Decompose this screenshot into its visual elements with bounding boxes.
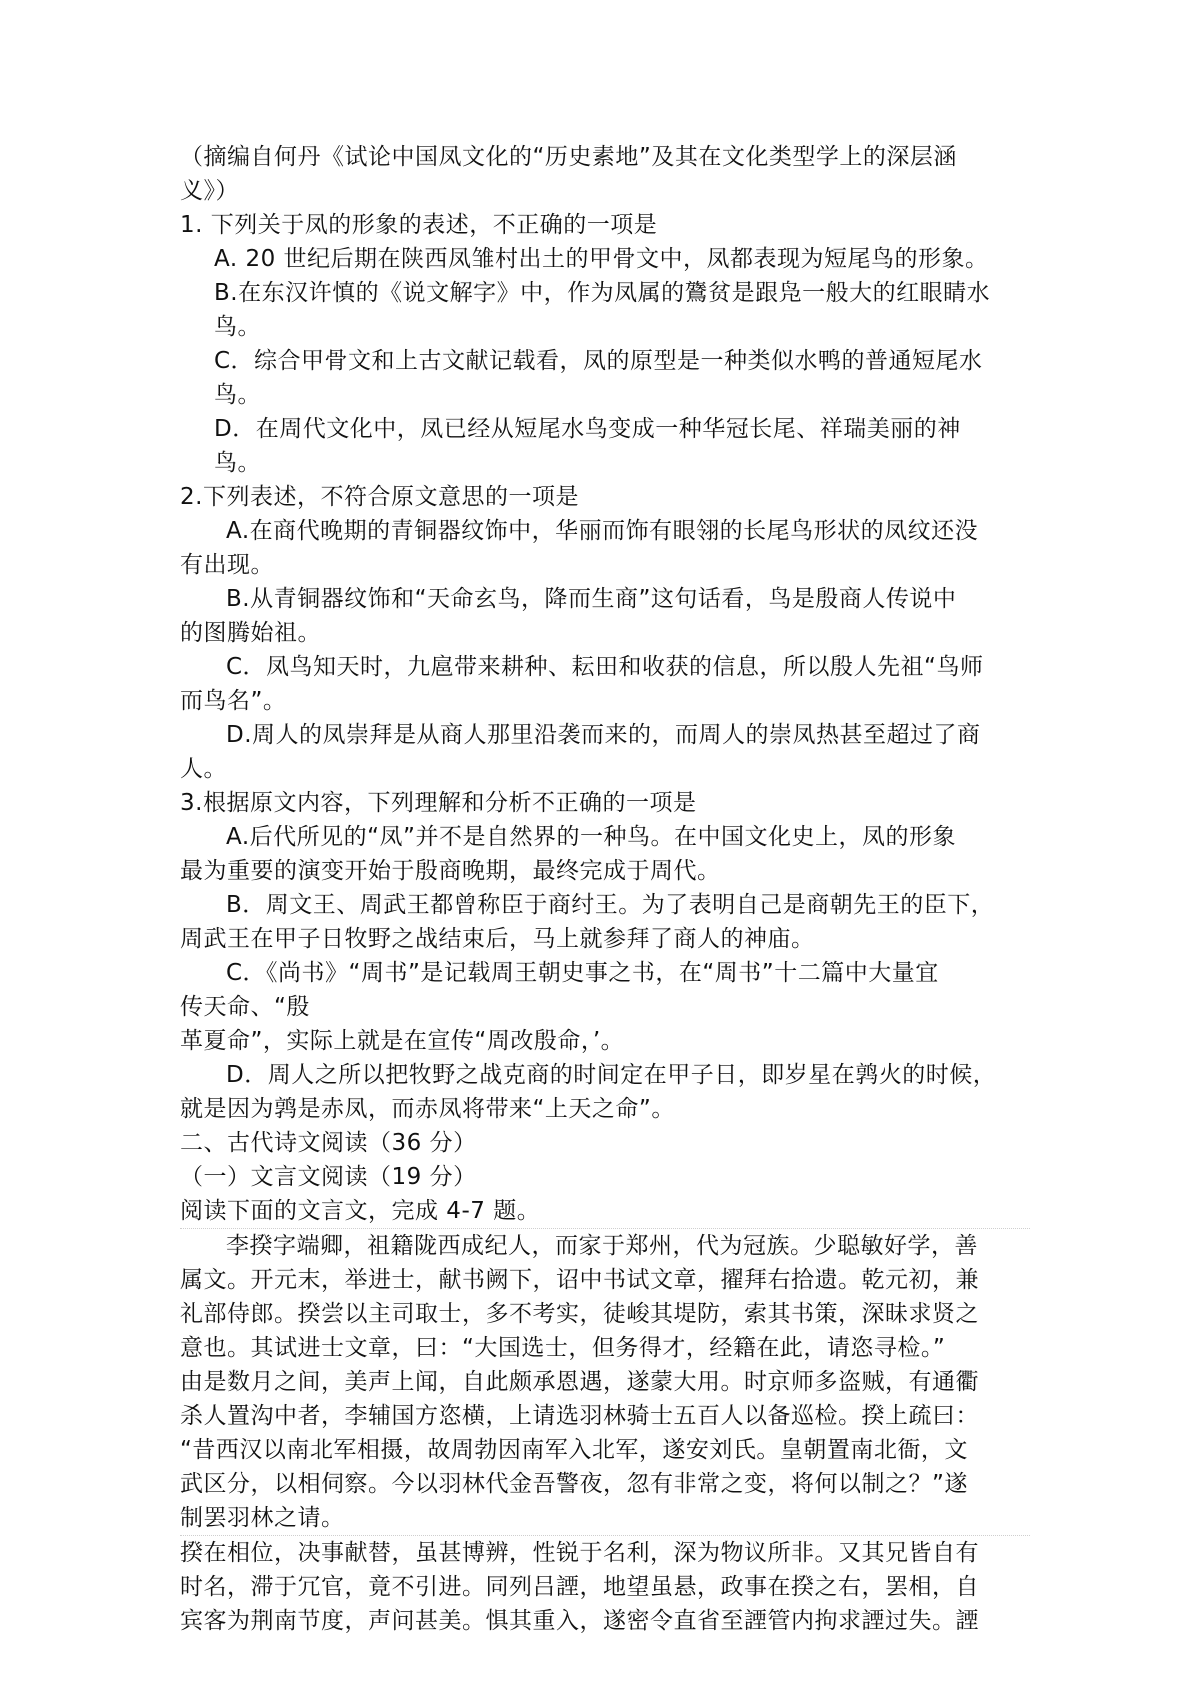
passage-line: “昔西汉以南北军相摄，故周勃因南军入北军，遂安刘氏。皇朝置南北衙，文 bbox=[180, 1437, 968, 1463]
question-1-option-d-line-2: 鸟。 bbox=[214, 450, 261, 476]
passage-line: 属文。开元末，举进士，献书阙下，诏中书试文章，擢拜右拾遗。乾元初，兼 bbox=[180, 1267, 979, 1293]
question-3-option-b-line-1: B．周文王、周武王都曾称臣于商纣王。为了表明自己是商朝先王的臣下， bbox=[226, 892, 995, 918]
question-3-option-d-line-2: 就是因为鹑是赤凤，而赤凤将带来“上天之命”。 bbox=[180, 1096, 675, 1122]
question-1-option-d-line-1: D．在周代文化中，凤已经从短尾水鸟变成一种华冠长尾、祥瑞美丽的神 bbox=[214, 416, 961, 442]
section-heading: 二、古代诗文阅读（36 分） bbox=[180, 1130, 477, 1156]
question-3-option-b-line-2: 周武王在甲子日牧野之战结束后，马上就参拜了商人的神庙。 bbox=[180, 926, 815, 952]
passage-line: 礼部侍郎。揆尝以主司取士，多不考实，徒峻其堤防，索其书策，深昧求贤之 bbox=[180, 1301, 979, 1327]
question-3-option-c-line-2: 传天命、“殷 bbox=[180, 994, 310, 1020]
passage-line: 武区分，以相伺察。今以羽林代金吾警夜，忽有非常之变，将何以制之？”遂 bbox=[180, 1471, 968, 1497]
passage-line: 时名，滞于冗官，竟不引进。同列吕諲，地望虽悬，政事在揆之右，罢相，自 bbox=[180, 1574, 979, 1600]
question-3-stem: 3.根据原文内容，下列理解和分析不正确的一项是 bbox=[180, 790, 697, 816]
question-2-option-c-line-1: C．凤鸟知天时，九扈带来耕种、耘田和收获的信息，所以殷人先祖“鸟师 bbox=[226, 654, 984, 680]
question-2-option-b-line-2: 的图腾始祖。 bbox=[180, 620, 321, 646]
question-2-stem: 2.下列表述，不符合原文意思的一项是 bbox=[180, 484, 579, 510]
reading-instruction: 阅读下面的文言文，完成 4-7 题。 bbox=[180, 1198, 541, 1224]
question-1-stem: 1. 下列关于凤的形象的表述，不正确的一项是 bbox=[180, 212, 658, 238]
question-2-option-d-line-2: 人。 bbox=[180, 756, 227, 782]
question-3-option-c-line-3: 革夏命”，实际上就是在宣传“周改殷命，’。 bbox=[180, 1028, 625, 1054]
question-2-option-c-line-2: 而鸟名”。 bbox=[180, 688, 287, 714]
source-citation-line-1: （摘编自何丹《试论中国凤文化的“历史素地”及其在文化类型学上的深层涵 bbox=[180, 144, 957, 170]
source-citation-line-2: 义》） bbox=[180, 178, 239, 204]
question-3-option-d-line-1: D．周人之所以把牧野之战克商的时间定在甲子日，即岁星在鹑火的时候， bbox=[226, 1062, 997, 1088]
passage-line: 制罢羽林之请。 bbox=[180, 1505, 345, 1531]
passage-line: 揆在相位，决事献替，虽甚博辨，性锐于名利，深为物议所非。又其兄皆自有 bbox=[180, 1535, 1030, 1570]
question-2-option-a-line-1: A.在商代晚期的青铜器纹饰中，华丽而饰有眼翎的长尾鸟形状的凤纹还没 bbox=[226, 518, 979, 544]
question-2-option-b-line-1: B.从青铜器纹饰和“天命玄鸟，降而生商”这句话看，鸟是殷商人传说中 bbox=[226, 586, 957, 612]
document-page bbox=[180, 140, 1030, 1638]
question-3-option-a-line-1: A.后代所见的“凤”并不是自然界的一种鸟。在中国文化史上，凤的形象 bbox=[226, 824, 956, 850]
question-1-option-a: A. 20 世纪后期在陕西凤雏村出土的甲骨文中，凤都表现为短尾鸟的形象。 bbox=[214, 246, 989, 272]
passage-line: 杀人置沟中者，李辅国方恣横，上请选羽林骑士五百人以备巡检。揆上疏曰： bbox=[180, 1403, 979, 1429]
question-1-option-b-line-1: B.在东汉许慎的《说文解字》中，作为凤属的鷟贫是跟凫一般大的红眼睛水 bbox=[214, 280, 991, 306]
question-1-option-c-line-2: 鸟。 bbox=[214, 382, 261, 408]
question-3-option-a-line-2: 最为重要的演变开始于殷商晚期，最终完成于周代。 bbox=[180, 858, 721, 884]
passage-line: 意也。其试进士文章，曰：“大国选士，但务得才，经籍在此，请恣寻检。” bbox=[180, 1335, 946, 1361]
question-2-option-d-line-1: D.周人的凤崇拜是从商人那里沿袭而来的，而周人的崇凤热甚至超过了商 bbox=[226, 722, 981, 748]
passage-line: 由是数月之间，美声上闻，自此颇承恩遇，遂蒙大用。时京师多盗贼，有通衢 bbox=[180, 1369, 979, 1395]
question-1-option-b-line-2: 鸟。 bbox=[214, 314, 261, 340]
question-2-option-a-line-2: 有出现。 bbox=[180, 552, 274, 578]
subsection-heading: （一）文言文阅读（19 分） bbox=[180, 1164, 477, 1190]
question-1-option-c-line-1: C．综合甲骨文和上古文献记载看，凤的原型是一种类似水鸭的普通短尾水 bbox=[214, 348, 983, 374]
passage-line: 李揆字端卿，祖籍陇西成纪人，而家于郑州，代为冠族。少聪敏好学，善 bbox=[180, 1228, 1030, 1263]
passage-line: 宾客为荆南节度，声问甚美。惧其重入，遂密令直省至諲管内拘求諲过失。諲 bbox=[180, 1608, 979, 1634]
question-3-option-c-line-1: C．《尚书》“周书”是记载周王朝史事之书，在“周书”十二篇中大量宜 bbox=[226, 960, 939, 986]
